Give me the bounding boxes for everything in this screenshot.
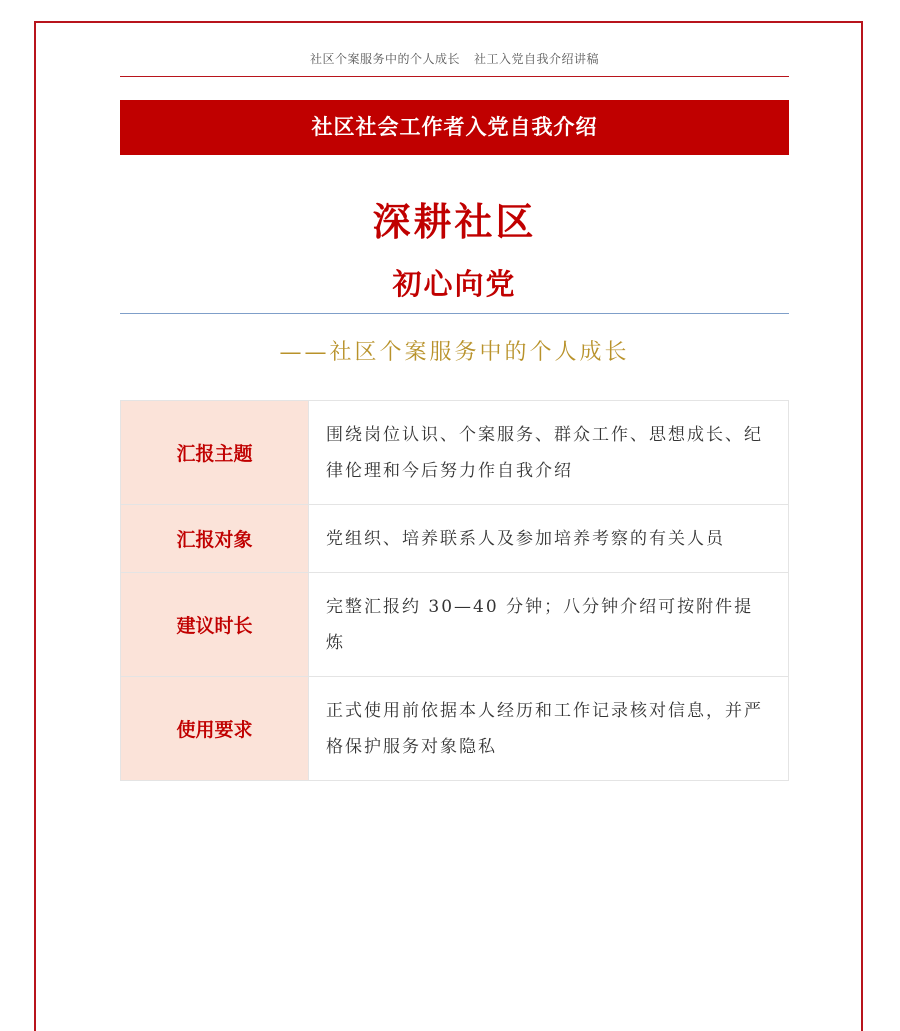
row-label: 使用要求 xyxy=(121,677,309,781)
title-divider xyxy=(120,313,789,314)
row-value: 完整汇报约 30—40 分钟；八分钟介绍可按附件提炼 xyxy=(309,573,789,677)
table-row xyxy=(121,677,789,781)
row-label: 建议时长 xyxy=(121,573,309,677)
main-title: 深耕社区 xyxy=(372,200,537,244)
table-row xyxy=(121,505,789,573)
sub-title: 初心向党 xyxy=(392,267,517,301)
info-table xyxy=(120,400,789,781)
row-value: 围绕岗位认识、个案服务、群众工作、思想成长、纪律伦理和今后努力作自我介绍 xyxy=(309,401,789,505)
header-divider xyxy=(120,76,789,77)
row-value: 党组织、培养联系人及参加培养考察的有关人员 xyxy=(309,505,789,573)
row-label: 汇报主题 xyxy=(121,401,309,505)
running-header xyxy=(120,50,789,67)
table-row xyxy=(121,401,789,505)
running-header-right: 社工入党自我介绍讲稿 xyxy=(474,52,600,66)
table-row xyxy=(121,573,789,677)
tagline: ——社区个案服务中的个人成长 xyxy=(279,340,630,365)
row-value: 正式使用前依据本人经历和工作记录核对信息，并严格保护服务对象隐私 xyxy=(309,677,789,781)
row-label: 汇报对象 xyxy=(121,505,309,573)
running-header-left: 社区个案服务中的个人成长 xyxy=(309,52,460,66)
title-banner: 社区社会工作者入党自我介绍 xyxy=(120,100,789,155)
